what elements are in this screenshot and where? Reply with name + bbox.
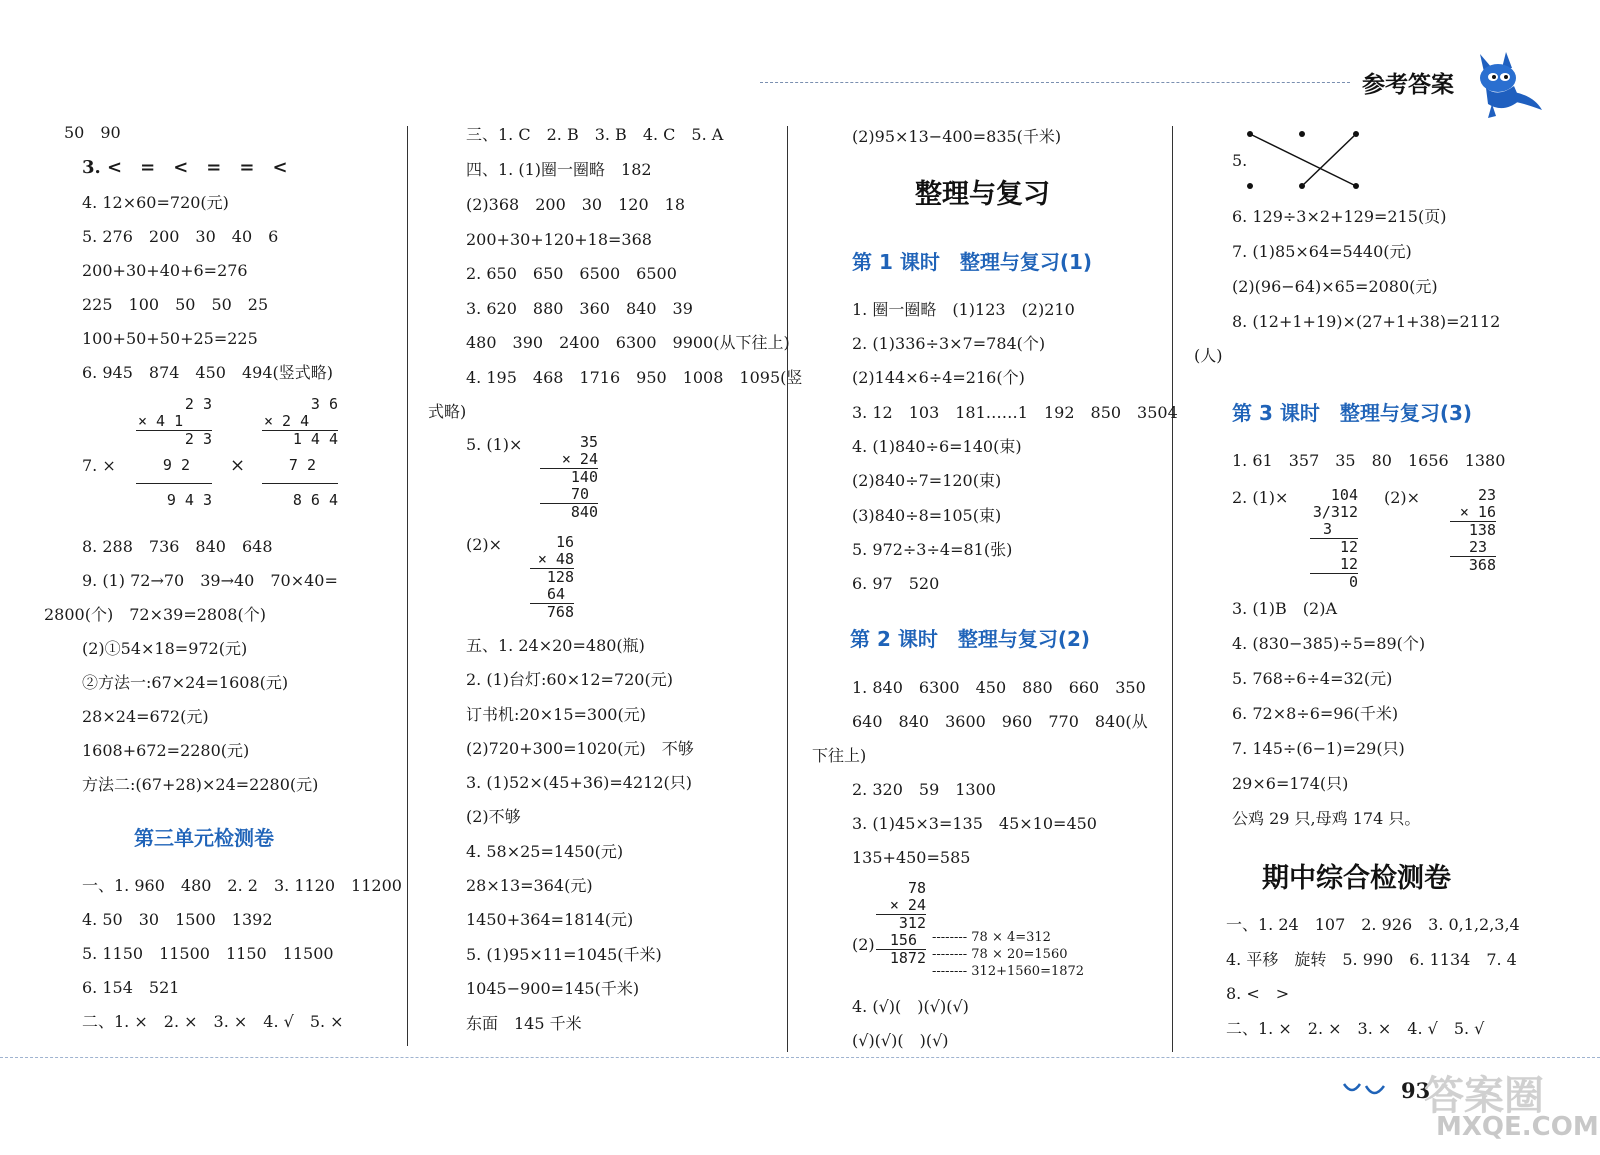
answer-line: 4. 195 468 1716 950 1008 1095(竖 [466,368,803,387]
answer-line: 1608+672=2280(元) [82,741,250,760]
answer-line: 6. 129÷3×2+129=215(页) [1232,207,1447,226]
answer-line: (2)368 200 30 120 18 [466,195,686,214]
calc-row: × 24 [561,450,598,468]
answer-line: (2)× [1384,488,1421,507]
lesson-title-2: 第 2 课时 整理与复习(2) [850,627,1091,651]
answer-line: 3. (1)45×3=135 45×10=450 [852,814,1097,833]
page-header-title: 参考答案 [1362,72,1454,98]
calc-row: 23 [1468,538,1487,556]
answer-line: 3. < = < = = < [82,157,288,178]
answer-line: 订书机:20×15=300(元) [466,705,646,724]
calc-row: 768 [530,603,574,621]
answer-line: 1450+364=1814(元) [466,910,634,929]
calc-row: 12 [1310,538,1358,556]
calc-row: 64 [546,585,565,603]
calc-note: -------- 78 × 20=1560 [932,947,1068,962]
answer-line: 200+30+40+6=276 [82,261,248,280]
calc-note: -------- 312+1560=1872 [932,964,1085,979]
answer-line: 4. 12×60=720(元) [82,193,229,212]
answer-line: 2800(个) 72×39=2808(个) [44,605,266,624]
answer-line: 480 390 2400 6300 9900(从下往上) [466,333,790,352]
answer-line: 135+450=585 [852,848,971,867]
calc-row: × 2 4 [264,412,310,430]
answer-line: 29×6=174(只) [1232,774,1349,793]
answer-line: (2)× [466,535,503,554]
answer-line: (2)(96−64)×65=2080(元) [1232,277,1438,296]
answer-line: (2)不够 [466,807,521,826]
answer-line: (人) [1194,346,1223,365]
answer-line: 东面 145 千米 [466,1014,582,1033]
answer-line: 3. 12 103 181……1 192 850 3504 [852,403,1178,422]
calc-row: 138 [1450,521,1496,539]
answer-line: ②方法一:67×24=1608(元) [82,673,289,692]
answer-line: 5. 276 200 30 40 6 [82,227,279,246]
calc-row: 1872 [876,949,926,967]
answer-line: (√)(√)( )(√) [852,1031,949,1050]
calc-row: 9 2 [162,456,190,474]
calc-row: 140 [540,468,598,486]
calc-row: 78 [907,879,926,897]
calc-note: -------- 78 × 4=312 [932,930,1051,945]
answer-line: 5. (1)95×11=1045(千米) [466,945,662,964]
answer-line: 一、1. 960 480 2. 2 3. 1120 11200 [82,876,402,895]
section-title-unit3: 第三单元检测卷 [134,826,274,850]
answer-line: 2. (1)336÷3×7=784(个) [852,334,1046,353]
column-divider [787,126,788,1052]
vertical-calc-d [530,534,574,621]
answer-line: 5. (1)× [466,435,523,454]
answer-line: 6. 154 521 [82,978,180,997]
header-rule [760,82,1350,83]
answer-line: 公鸡 29 只,母鸡 174 只。 [1232,809,1421,828]
answer-line: 28×24=672(元) [82,707,209,726]
calc-row: 23 [1477,486,1496,504]
answer-line: 5. 972÷3÷4=81(张) [852,540,1013,559]
calc-row: 2 3 [136,430,212,448]
answer-line: 一、1. 24 107 2. 926 3. 0,1,2,3,4 [1226,915,1520,934]
answer-line: 8. < > [1226,984,1290,1003]
calc-row: 3/312 [1312,503,1358,521]
answer-line: 1. 840 6300 450 880 660 350 [852,678,1146,697]
calc-label: (2) [852,935,875,954]
watermark-logo: 答案圈 [1424,1073,1544,1119]
answer-line: 1045−900=145(千米) [466,979,640,998]
calc-row: 368 [1450,556,1496,574]
calc-row: 7 2 [288,456,316,474]
calc-row: 1 4 4 [262,430,338,448]
answer-line: 3. (1)B (2)A [1232,599,1337,618]
answer-line: 式略) [428,402,467,421]
answer-line: 1. 圈一圈略 (1)123 (2)210 [852,300,1075,319]
answer-line: 5. [1232,151,1248,170]
answer-line: 5. 768÷6÷4=32(元) [1232,669,1393,688]
calc-row: × 24 [889,896,926,914]
decorative-swirl-icon [1340,1080,1386,1102]
matching-lines-diagram [1240,126,1360,194]
calc-row: × 16 [1459,503,1496,521]
calc-row: 8 6 4 [262,483,338,509]
answer-line: (2)144×6÷4=216(个) [852,368,1025,387]
answer-line: 4. 58×25=1450(元) [466,842,624,861]
answer-line: 100+50+50+25=225 [82,329,258,348]
answer-line: (2)840÷7=120(束) [852,471,1002,490]
answer-line: 8. (12+1+19)×(27+1+38)=2112 [1232,312,1501,331]
column-divider [1172,126,1173,1052]
calc-row: 3 6 [310,395,338,413]
answer-line: (2)95×13−400=835(千米) [852,127,1062,146]
calc-row: 128 [530,568,574,586]
answer-line: (2)①54×18=972(元) [82,639,248,658]
section-title-midterm: 期中综合检测卷 [1262,863,1451,894]
answer-line: 2. (1)台灯:60×12=720(元) [466,670,673,689]
answer-line: 6. 945 874 450 494(竖式略) [82,363,333,382]
answer-line: 方法二:(67+28)×24=2280(元) [82,775,319,794]
answer-line: 三、1. C 2. B 3. B 4. C 5. A [466,125,724,144]
calc-row: 156 [889,931,917,949]
answer-line: 4. 50 30 1500 1392 [82,910,273,929]
answer-line: 3. 620 880 360 840 39 [466,299,693,318]
calc-row: 16 [555,533,574,551]
calc-row: 70 [570,485,589,503]
calc-row: 12 [1339,555,1358,573]
answer-line: 2. 320 59 1300 [852,780,996,799]
answer-line: 50 90 [64,123,121,142]
answer-line: 2. (1)× [1232,488,1289,507]
vertical-calc-e [876,880,926,967]
answer-line: 6. 97 520 [852,574,940,593]
answer-line: 二、1. × 2. × 3. × 4. √ 5. × [82,1012,344,1031]
answer-line: 7. 145÷(6−1)=29(只) [1232,739,1405,758]
answer-line: 3. (1)52×(45+36)=4212(只) [466,773,693,792]
fox-mascot-icon [1462,44,1544,120]
calc-row: 840 [540,503,598,521]
answer-line: 五、1. 24×20=480(瓶) [466,636,645,655]
answer-line: (2)720+300=1020(元) 不够 [466,739,694,758]
calc-row: 2 3 [184,395,212,413]
calc-row: 35 [579,433,598,451]
answer-line: 2. 650 650 6500 6500 [466,264,677,283]
calc-row: 9 4 3 [136,483,212,509]
answer-line: 4. 平移 旋转 5. 990 6. 1134 7. 4 [1226,950,1517,969]
answer-line: 225 100 50 50 25 [82,295,269,314]
answer-line: 4. (√)( )(√)(√) [852,997,969,1016]
answer-line: 1. 61 357 35 80 1656 1380 [1232,451,1506,470]
answer-line: 下往上) [812,746,867,765]
column-divider [407,126,408,1046]
watermark-url: MXQE.COM [1436,1112,1599,1142]
answer-line: (3)840÷8=105(束) [852,506,1002,525]
answer-line: 7. (1)85×64=5440(元) [1232,242,1412,261]
answer-line: 640 840 3600 960 770 840(从 [852,712,1148,731]
calc-row: 0 [1310,573,1358,591]
answer-line: 200+30+120+18=368 [466,230,652,249]
answer-line: 6. 72×8÷6=96(千米) [1232,704,1399,723]
answer-line: 4. (1)840÷6=140(束) [852,437,1022,456]
multiply-sign: × [230,455,246,476]
vertical-division-f [1310,487,1358,591]
calc-row: 3 [1322,520,1332,538]
calc-row: 312 [876,914,926,932]
calc-row: × 4 1 [138,412,184,430]
footer-rule [0,1057,1600,1058]
answer-line: 4. (830−385)÷5=89(个) [1232,634,1426,653]
vertical-calc-g [1450,487,1496,574]
answer-line: 9. (1) 72→70 39→40 70×40= [82,571,338,590]
lesson-title-1: 第 1 课时 整理与复习(1) [852,250,1093,274]
vertical-calc-a [136,396,212,509]
lesson-title-3: 第 3 课时 整理与复习(3) [1232,401,1473,425]
calc-row: × 48 [537,550,574,568]
calc-row: 104 [1330,486,1358,504]
answer-line: 8. 288 736 840 648 [82,537,273,556]
section-title-review: 整理与复习 [915,179,1050,210]
answer-line: 5. 1150 11500 1150 11500 [82,944,334,963]
question-7-label: 7. × [82,456,116,475]
answer-line: 28×13=364(元) [466,876,593,895]
page-number: 93 [1401,1078,1431,1103]
vertical-calc-b [262,396,338,509]
answer-line: 二、1. × 2. × 3. × 4. √ 5. √ [1226,1019,1485,1038]
answer-line: 四、1. (1)圈一圈略 182 [466,160,652,179]
vertical-calc-c [540,434,598,521]
